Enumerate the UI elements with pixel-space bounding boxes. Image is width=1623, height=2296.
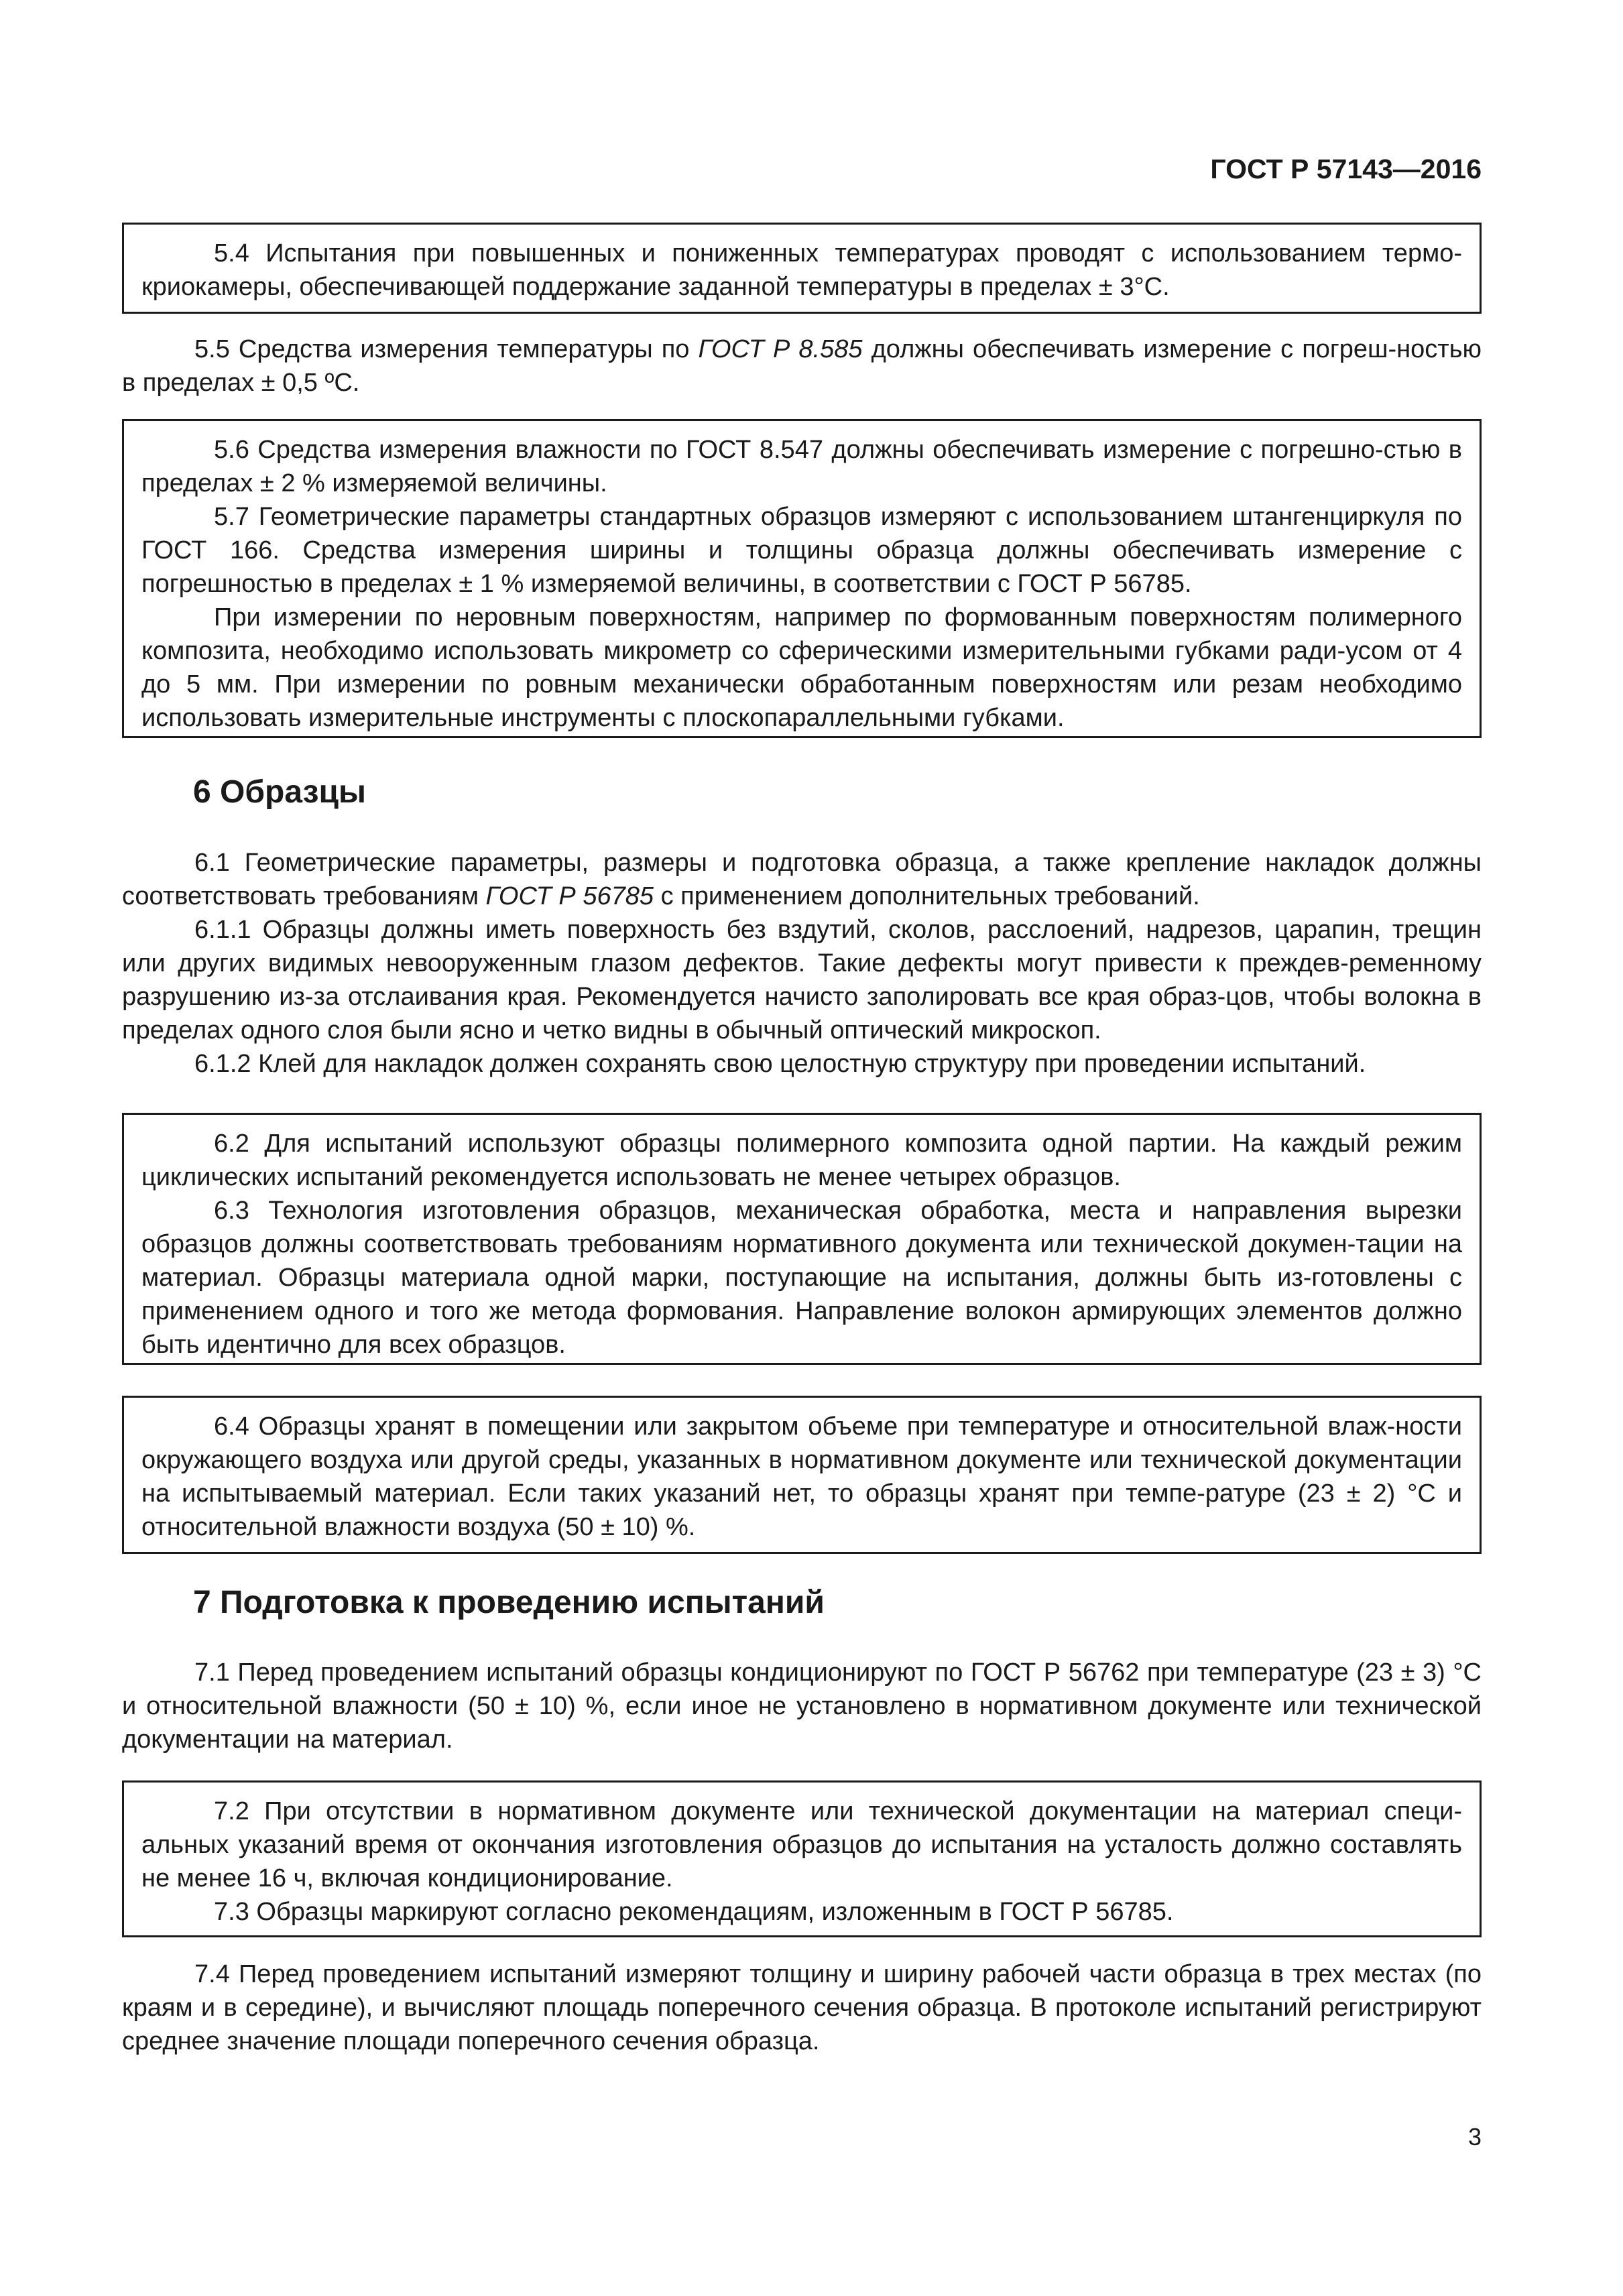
clause-6-3: 6.3 Технология изготовления образцов, механическая обработка, места и направления вырезки образцов должны соответствовать требованиям нормативного документа или технической докумен-тации на материал. Образцы материала одной марки, поступающие на испытания, должны быть из-готовлены с применением одного и того же метода формования. Направление волокон армирующих элементов должно быть идентично для всех образцов. [141,1197,1462,1359]
clause-6-1-1: 6.1.1 Образцы должны иметь поверхность без вздутий, сколов, расслоений, надрезов, царапин, трещин или других видимых невооруженным глазом дефектов. Такие дефекты могут привести к преждев-ременному разрушению из-за отслаивания края. Рекомендуется начисто заполировать все края образ-цов, чтобы волокна в пределах одного слоя были ясно и четко видны в обычный оптический микроскоп. [122,916,1482,1044]
clause-5-5-text-b: должны обеспечивать измерение с погреш-ностью в пределах ± 0,5 ºС. [122,335,1482,397]
clause-5-5-block [122,333,1482,400]
document-id: ГОСТ Р 57143—2016 [1210,154,1482,184]
clause-7-4-block [122,1957,1482,2058]
clause-7-1: 7.1 Перед проведением испытаний образцы кондиционируют по ГОСТ Р 56762 при температуре (23 ± 3) °С и относительной влажности (50 ± 10) %, если иное не установлено в нормативном документе или технической документации на материал. [122,1658,1482,1754]
clause-5-5 [122,333,1482,400]
clause-7-2-box [122,1780,1482,1937]
clause-7-1-block [122,1656,1482,1756]
clause-7-4: 7.4 Перед проведением испытаний измеряют толщину и ширину рабочей части образца в трех местах (по краям и в середине), и вычисляют площадь поперечного сечения образца. В протоколе испытаний регистрируют среднее значение площади поперечного сечения образца. [122,1960,1482,2055]
clause-5-6: 5.6 Средства измерения влажности по ГОСТ 8.547 должны обеспечивать измерение с погрешно-стью в пределах ± 2 % измеряемой величины. [141,436,1462,497]
clause-6-4: 6.4 Образцы хранят в помещении или закрытом объеме при температуре и относительной влаж-ности окружающего воздуха или другой среды, указанных в нормативном документе или технической документации на испытываемый материал. Если таких указаний нет, то образцы хранят при темпе-ратуре (23 ± 2) °С и относительной влажности воздуха (50 ± 10) %. [141,1412,1462,1541]
clause-6-4-box [122,1396,1482,1554]
clause-5-4-box [122,223,1482,314]
clause-6-2-box [122,1113,1482,1365]
clause-5-5-text-a: 5.5 Средства измерения температуры по [194,335,699,363]
clause-6-1-text-b: с применением дополнительных требований. [654,882,1200,910]
clause-6-1 [122,846,1482,913]
clause-6-1-text-a: 6.1 Геометрические параметры, размеры и подготовка образца, а также крепление накладок должны соответствовать требованиям [122,849,1482,910]
clause-5-7: 5.7 Геометрические параметры стандартных образцов измеряют с использованием штангенциркуля по ГОСТ 166. Средства измерения ширины и толщины образца должны обеспечивать измерение с погрешностью в пределах ± 1 % измеряемой величины, в соответствии с ГОСТ Р 56785. [141,503,1462,598]
clause-6-1-2: 6.1.2 Клей для накладок должен сохранять свою целостную структуру при проведении испытаний. [194,1050,1366,1078]
clause-5-4: 5.4 Испытания при повышенных и пониженных температурах проводят с использованием термо-криокамеры, обеспечивающей поддержание заданной температуры в пределах ± 3°С. [141,239,1462,301]
gost-56785-ref: ГОСТ Р 56785 [485,882,654,910]
gost-8-585-ref: ГОСТ Р 8.585 [698,335,863,363]
clause-5-6-box [122,419,1482,738]
section-7-title: 7 Подготовка к проведению испытаний [193,1585,825,1620]
clause-7-2: 7.2 При отсутствии в нормативном документе или технической документации на материал специ-альных указаний время от окончания изготовления образцов до испытания на усталость должно составлять не менее 16 ч, включая кондиционирование. [141,1797,1462,1892]
clause-6-2: 6.2 Для испытаний используют образцы полимерного композита одной партии. На каждый режим циклических испытаний рекомендуется использовать не менее четырех образцов. [141,1130,1462,1191]
page-number: 3 [1467,2123,1482,2151]
clause-5-7-note: При измерении по неровным поверхностям, например по формованным поверхностям полимерного композита, необходимо использовать микрометр со сферическими измерительными губками ради-усом от 4 до 5 мм. При измерении по ровным механически обработанным поверхностям или резам необходимо использовать измерительные инструменты с плоскопараллельными губками. [141,603,1462,732]
section-6-title: 6 Образцы [193,774,366,810]
clause-6-1-block [122,846,1482,1081]
clause-7-3: 7.3 Образцы маркируют согласно рекомендациям, изложенным в ГОСТ Р 56785. [214,1898,1174,1926]
